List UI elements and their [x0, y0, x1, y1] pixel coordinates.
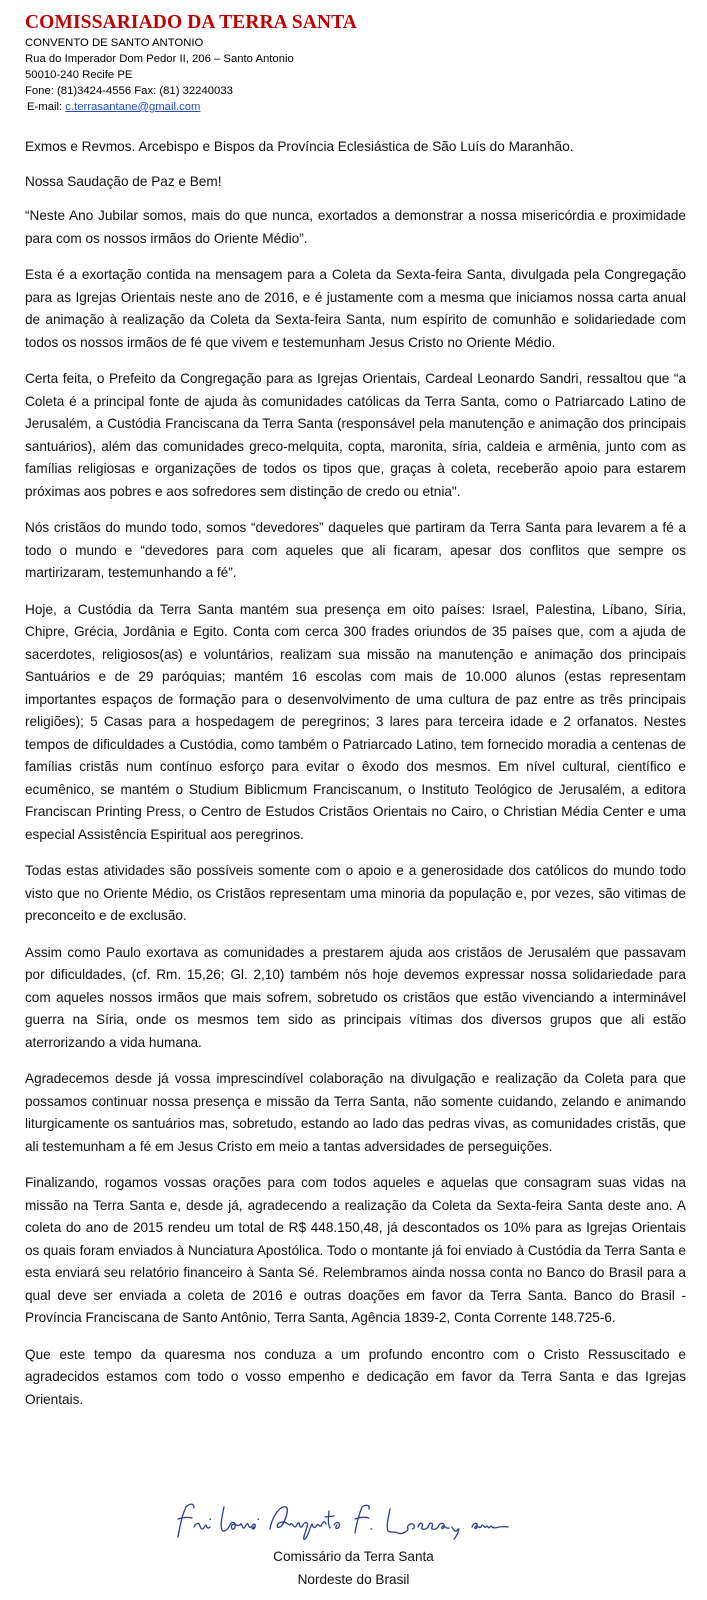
paragraph: Certa feita, o Prefeito da Congregação para as Igrejas Orientais, Cardeal Leonardo Sandri, ressaltou que “a Coleta é a principal fonte de ajuda às comunidades católicas da Terra Santa, como o Patriarcado Latino de Jerusalém, a Custódia Franciscana da Terra Santa (responsável pela manutenção e animação dos principais santuários), além das comunidades greco-melquita, copta, maronita, síria, caldeia e armênia, junto com as famílias religiosas e organizações de todos os tipos que, graças à coleta, receberão apoio para estarem próximas aos pobres e aos sofredores sem distinção de credo ou etnia". [25, 371, 686, 499]
letterhead-title: COMISSARIADO DA TERRA SANTA [25, 12, 357, 33]
paragraph: Assim como Paulo exortava as comunidades a prestarem ajuda aos cristãos de Jerusalém que passavam por dificuldades, (cf. Rm. 15,26; Gl. 2,10) também nós hoje devemos expressar nossa solidariedade para com aqueles nossos irmãos que mais sofrem, sobretudo os cristãos que estão vivenciando a interminável guerra na Síria, onde os mesmos tem sido as principais vítimas dos diversos grupos que ali estão aterrorizando a vida humana. [25, 944, 686, 1050]
closing-title: Comissário da Terra Santa [273, 1549, 434, 1564]
letterhead-address: Rua do Imperador Dom Pedor II, 206 – Santo Antonio [25, 53, 294, 65]
paragraph: Hoje, a Custódia da Terra Santa mantém sua presença em oito países: Israel, Palestina, Líbano, Síria, Chipre, Grécia, Jordânia e Egito. Conta com cerca 300 frades oriundos de 35 países que, com a ajuda de sacerdotes, religiosos(as) e voluntários, realizam sua missão na manutenção e animação dos principais Santuários e de 29 paróquias; mantém 16 escolas com mais de 10.000 alunos (estas representam importantes espaços de formação para o desenvolvimento de uma cultura de paz entre as três principais religiões); 5 Casas para a hospedagem de peregrinos; 3 lares para terceira idade e 2 orfanatos. Nestes tempos de dificuldades a Custódia, como também o Patriarcado Latino, tem fornecido moradia a centenas de famílias cristãs num contínuo esforço para evitar o êxodo dos mesmos. Em nível cultural, científico e ecumênico, se mantém o Studium Biblicmum Franciscanum, o Instituto Teológico de Jerusalém, a editora Franciscan Printing Press, o Centro de Estudos Cristãos Orientais no Cairo, o Christian Média Center e uma especial Assistência Espiritual aos peregrinos. [25, 601, 686, 842]
paragraph: Finalizando, rogamos vossas orações para com todos aqueles e aquelas que consagram suas vidas na missão na Terra Santa e, desde já, agradecendo a realização da Coleta da Sexta-feira Santa deste ano. A coleta do ano de 2015 rendeu um total de R$ 448.150,48, já descontados os 10% para as Igrejas Orientais os quais foram enviados à Nunciatura Apostólica. Todo o montante já foi enviado à Custódia da Terra Santa e esta enviará seu relatório financeiro à Santa Sé. Relembramos ainda nossa conta no Banco do Brasil para a qual deve ser enviada a coleta de 2016 e outras doações em favor da Terra Santa. Banco do Brasil - Província Franciscana de Santo Antônio, Terra Santa, Agência 1839-2, Conta Corrente 148.725-6. [25, 1175, 686, 1325]
closing-region: Nordeste do Brasil [297, 1572, 410, 1587]
paragraph: Agradecemos desde já vossa imprescindível colaboração na divulgação e realização da Coleta para que possamos continuar nossa presença e missão da Terra Santa, não somente cuidando, zelando e animando liturgicamente os santuários mas, sobretudo, estando ao lado das pedras vivas, as comunidades cristãs, que ali testemunham a fé em Jesus Cristo em meio a tantas adversidades de perseguições. [25, 1071, 686, 1154]
paragraph: Esta é a exortação contida na mensagem para a Coleta da Sexta-feira Santa, divulgada pela Congregação para as Igrejas Orientais neste ano de 2016, e é justamente com a mesma que iniciamos nossa carta anual de animação à realização da Coleta da Sexta-feira Santa, num espírito de comunhão e solidariedade com todos os nossos irmãos de fé que vivem e testemunham Jesus Cristo no Oriente Médio. [25, 267, 686, 350]
salutation: Exmos e Revmos. Arcebispo e Bispos da Província Eclesiástica de São Luís do Maranhão. [25, 139, 574, 154]
letterhead-email-line [25, 99, 685, 115]
letterhead-postal-code: 50010-240 Recife PE [25, 69, 133, 81]
greeting: Nossa Saudação de Paz e Bem! [25, 173, 222, 189]
paragraph: “Neste Ano Jubilar somos, mais do que nunca, exortados a demonstrar a nossa misericórdia e proximidade para com os nossos irmãos do Oriente Médio”. [25, 208, 686, 246]
email-label: E-mail: [27, 101, 66, 113]
letterhead-phone: Fone: (81)3424-4556 Fax: (81) 32240033 [25, 85, 233, 97]
letterhead [25, 11, 685, 115]
paragraph: Que este tempo da quaresma nos conduza a um profundo encontro com o Cristo Ressuscitado e agradecidos estamos com todo o vosso empenho e dedicação em favor da Terra Santa e das Igrejas Orientais. [25, 1346, 686, 1407]
handwritten-signature [172, 1497, 524, 1543]
email-link[interactable]: c.terrasantane@gmail.com [65, 101, 201, 113]
paragraph: Nós cristãos do mundo todo, somos “devedores” daqueles que partiram da Terra Santa para levarem a fé a todo o mundo e “devedores para com aqueles que ali ficaram, apesar dos conflitos que sempre os martirizaram, testemunhando a fé”. [25, 520, 686, 580]
paragraph: Todas estas atividades são possíveis somente com o apoio e a generosidade dos católicos do mundo todo visto que no Oriente Médio, os Cristãos representam uma minoria da população e, por vezes, são vitimas de preconceito e de exclusão. [25, 863, 686, 923]
letterhead-convent: CONVENTO DE SANTO ANTONIO [25, 37, 204, 49]
letter-body [25, 136, 686, 1425]
